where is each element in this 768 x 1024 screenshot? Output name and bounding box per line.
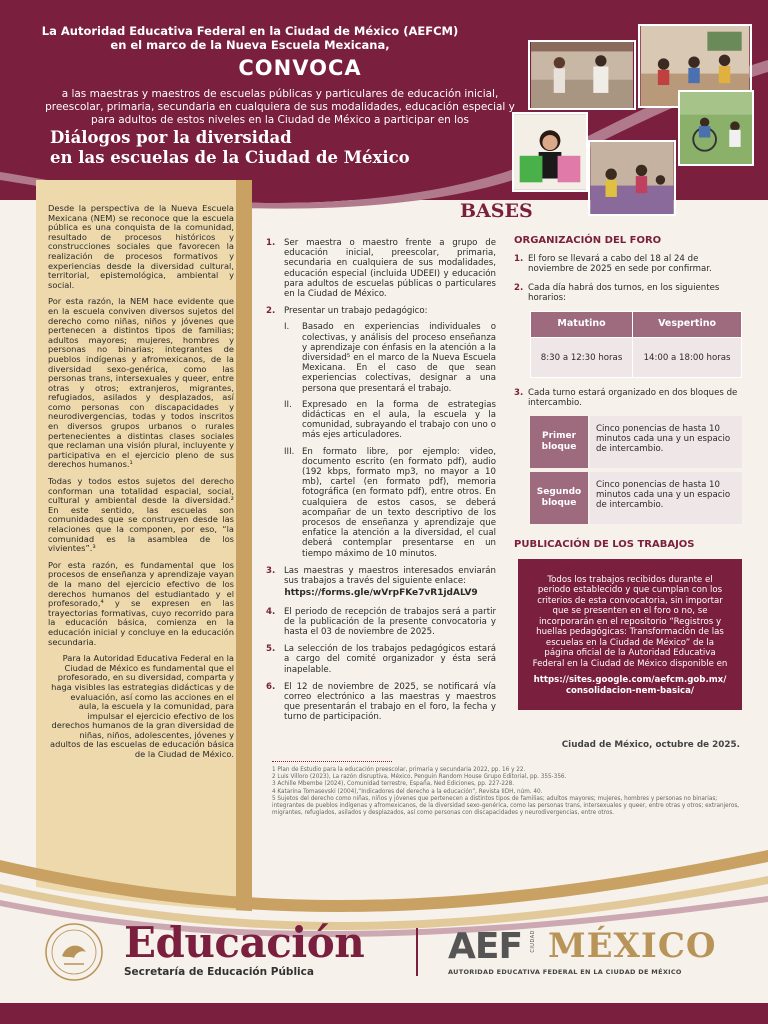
publication-text: Todos los trabajos recibidos durante el periodo establecido y que cumplan con los criterios de esta convocatoria, sin importar que se presenten en el foro o no, se incorporarán en el repositorio “Registros y huellas pedagógicas: Transformación de las escuelas en la Ciudad de México” de la página oficial de la Autoridad Educativa Federal en la Ciudad de México disponible en: [532, 574, 728, 669]
base-text: El periodo de recepción de trabajos será a partir de la publicación de la presente convocatoria y hasta el 03 de noviembre de 2025.: [284, 606, 496, 637]
aef-logo-subtitle: AUTORIDAD EDUCATIVA FEDERAL EN LA CIUDAD DE MÉXICO: [448, 968, 682, 976]
footer-band: [0, 1003, 768, 1024]
base-number: 2.: [266, 306, 276, 317]
sub-item-2: [284, 400, 496, 441]
photo-wheelchair-sports: [678, 90, 754, 166]
intro-paragraph-1: Desde la perspectiva de la Nueva Escuela Mexicana (NEM) se reconoce que la escuela pública es una conquista de la comunidad, resultado de procesos históricos y construcciones sociales que favorecen la realización de procesos formativos y experiencias desde la diversidad cultural, territorial, epistemológica, ambiental y social.: [48, 203, 234, 290]
intro-paragraph-3: Todas y todos estos sujetos del derecho conforman una totalidad espacial, social, cultural y ambiental desde la diversidad.² En este sentido, las escuelas son comunidades que se construyen desde las relaciones que la componen, por eso, “la comunidad es la asamblea de los vivientes”.³: [48, 476, 234, 554]
intro-paragraph-5: Para la Autoridad Educativa Federal en la Ciudad de México es fundamental que el profesorado, en su diversidad, comparta y haga visibles las estrategias didácticas y de evaluación, así como las acciones en el aula, la escuela y la comunidad, para impulsar el ejercicio efectivo de los derechos humanos de la gran diversidad de niñas, niños, adolescentes, jóvenes y adultos de las escuelas de educación básica de la Ciudad de México.: [49, 653, 234, 760]
convoca-heading: CONVOCA: [238, 56, 362, 80]
forum-text: El foro se llevará a cabo del 18 al 24 de noviembre de 2025 en sede por confirmar.: [528, 254, 712, 275]
sub-text: En formato libre, por ejemplo: video, documento escrito (en formato pdf), audio (192 kbps, formato mp3, no mayor a 10 mb), cartel (en formato pdf), memoria fotográfica (en formato pdf), entre otros. En cualquiera de estos casos, se deberá acompañar de un texto descriptivo de los procesos de enseñanza y aprendizaje que enfatice la atención a la diversidad, el cual deberá contemplar presentarse en un tiempo máximo de 10 minutos.: [302, 446, 496, 559]
block-description: Cinco ponencias de hasta 10 minutos cada una y un espacio de intercambio.: [590, 416, 742, 468]
footnote-2: 2 Luis Villoro (2023), La razón disruptiva, México, Penguin Random House Grupo Editorial, pp. 355-356.: [272, 774, 567, 781]
block-label: Primer bloque: [530, 416, 588, 468]
forum-item-1: [514, 254, 742, 274]
base-number: 5.: [266, 644, 276, 655]
block-label: Segundo bloque: [530, 472, 588, 524]
header-line-1: La Autoridad Educativa Federal en la Ciudad de México (AEFCM): [41, 24, 459, 38]
sep-logo-subtitle: Secretaría de Educación Pública: [124, 966, 314, 978]
base-item-1: [266, 238, 496, 299]
intro-paragraph-2: Por esta razón, la NEM hace evidente que en la escuela conviven diversos sujetos del derecho como niñas, niños y jóvenes que pertenecen a distintos tipos de familias; adultos mayores; mujeres, hombres y personas no binarias; integrantes de pueblos indígenas y afromexicanos, de la diversidad sexo-genérica, como las personas trans, intersexuales y queer, entre otras y otros; extranjeros, migrantes, refugiados, asilados y desplazados, así como personas con discapacidades y neurodivergencias, todas y todos inscritos en diversos grupos urbanos o rurales pertenecientes a distintas clases sociales que reclaman una visión plural, incluyente y participativa en el ejercicio pleno de sus derechos humanos.¹: [48, 296, 234, 470]
sub-item-3: [284, 447, 496, 559]
forum-item-2: [514, 283, 742, 303]
sub-item-1: [284, 322, 496, 393]
left-column-stripe: [236, 180, 252, 920]
schedule-header-row: [531, 312, 742, 338]
introduction-text: [48, 204, 234, 767]
publication-box: [518, 559, 742, 711]
base-item-5: [266, 644, 496, 675]
event-title-line-2: en las escuelas de la Ciudad de México: [50, 148, 410, 167]
forum-number: 3.: [514, 388, 524, 399]
schedule-row: [531, 338, 742, 378]
footnote-5: 5 Sujetos del derecho como niñas, niños y jóvenes que pertenecen a distintos tipos de familias; adultos mayores; mujeres, hombres y personas no binarias; integrantes de pueblos indígenas y afromexicanos, de la diversidad sexo-genérica, como las personas trans, intersexuales y queer, entre otras y otros; extranjeros, migrantes, refugiados, asilados y desplazados, así como personas con discapacidades y neurodivergencias, entre otros.: [272, 795, 740, 817]
base-text: La selección de los trabajos pedagógicos estará a cargo del comité organizador y ésta será inapelable.: [284, 644, 496, 675]
forum-item-3: [514, 388, 742, 408]
base-text: Las maestras y maestros interesados enviarán sus trabajos a través del siguiente enlace:: [284, 565, 496, 587]
bases-heading: BASES: [460, 200, 533, 222]
base-item-2: [266, 306, 496, 559]
base-text: Presentar un trabajo pedagógico:: [284, 306, 428, 317]
photo-teacher: [512, 112, 588, 192]
aef-logo-text: AEF: [448, 926, 523, 967]
header-line-2: en el marco de la Nueva Escuela Mexicana,: [110, 38, 390, 52]
base-text: El 12 de noviembre de 2025, se notificará vía correo electrónico a las maestras y maestros que presentarán el trabajo en el foro, la fecha y turno de participación.: [284, 681, 496, 723]
footnote-divider: [272, 761, 392, 762]
schedule-header-afternoon: Vespertino: [633, 312, 742, 338]
photo-children-playing: [588, 140, 676, 216]
sub-number: III.: [284, 446, 295, 457]
base-number: 1.: [266, 238, 276, 248]
mexico-seal-icon: [36, 922, 112, 982]
block-description: Cinco ponencias de hasta 10 minutos cada una y un espacio de intercambio.: [590, 472, 742, 524]
footnote-3: 3 Achille Mbembe (2024), Comunidad terrestre, España, Ned Ediciones, pp. 227-228.: [272, 781, 515, 788]
ciudad-logo-text: CIUDAD: [530, 930, 536, 953]
sub-text: Expresado en la forma de estrategias didácticas en el aula, la escuela y la comunidad, subrayando el trabajo con uno o más ejes articuladores.: [302, 399, 496, 441]
header-intro: a las maestras y maestros de escuelas públicas y particulares de educación inicial, preescolar, primaria, secundaria en cualquiera de sus modalidades, educación especial y para adultos de estos niveles en la Ciudad de México a participar en los: [45, 88, 515, 126]
block-row-2: [530, 472, 742, 524]
block-row-1: [530, 416, 742, 468]
forum-number: 2.: [514, 282, 524, 293]
schedule-header-morning: Matutino: [531, 312, 633, 338]
forum-text: Cada turno estará organizado en dos bloques de intercambio.: [528, 388, 738, 409]
base-item-6: [266, 682, 496, 723]
mexico-logo-text: MÉXICO: [548, 926, 717, 966]
base-number: 6.: [266, 681, 276, 692]
publication-heading: PUBLICACIÓN DE LOS TRABAJOS: [514, 539, 695, 551]
base-number: 3.: [266, 565, 276, 576]
submission-form-link[interactable]: https://forms.gle/wVrpFKe7vR1jdALV9: [284, 588, 478, 599]
footnote-4: 4 Katarina Tomasevski (2004),“Indicadores del derecho a la educación”, Revista IIDH, núm. 40.: [272, 788, 543, 795]
base-text: Ser maestra o maestro frente a grupo de educación inicial, preescolar, primaria, secundaria en cualquiera de sus modalidades, educación especial (incluida UDEEI) y educación para adultos de escuelas públicas o particulares en la Ciudad de México.: [284, 238, 496, 300]
bases-list: [266, 238, 496, 730]
sub-number: I.: [284, 322, 290, 333]
event-title: [50, 128, 470, 168]
intro-paragraph-4: Por esta razón, es fundamental que los procesos de enseñanza y aprendizaje vayan de la mano del ejercicio efectivo de los derechos humanos del estudiantado y el profesorado,⁴ y se expresen en las trayectorias formativas, cuyo recorrido para la educación básica, comienza en la educación inicial y concluye en la educación secundaria.: [48, 559, 234, 647]
schedule-morning-time: 8:30 a 12:30 horas: [531, 338, 633, 378]
photo-dancers: [528, 40, 636, 110]
base-item-3: [266, 566, 496, 586]
base-number: 4.: [266, 606, 276, 617]
sub-number: II.: [284, 399, 292, 410]
city-date: Ciudad de México, octubre de 2025.: [561, 740, 740, 750]
blocks-table: [530, 416, 742, 524]
base-text-group: [284, 306, 496, 559]
sub-text: Basado en experiencias individuales o colectivas, y análisis del proceso enseñanza y aprendizaje con énfasis en la atención a la diversidad⁵ en el marco de la Nueva Escuela Mexicana. En el caso de que sean experiencias colectivas, designar a una persona que presentará el trabajo.: [302, 322, 496, 394]
logo-divider: [416, 928, 418, 976]
footnote-1: 1 Plan de Estudio para la educación preescolar, primaria y secundaria 2022, pp. 16 y 22.: [272, 767, 526, 773]
repository-link[interactable]: https://sites.google.com/aefcm.gob.mx/ consolidacion-nem-basica/: [533, 675, 727, 696]
schedule-table: [530, 311, 742, 378]
schedule-afternoon-time: 14:00 a 18:00 horas: [633, 338, 742, 378]
event-title-line-1: Diálogos por la diversidad: [50, 128, 292, 147]
forum-text: Cada día habrá dos turnos, en los siguientes horarios:: [528, 282, 720, 303]
forum-number: 1.: [514, 254, 524, 265]
forum-column: [514, 236, 742, 710]
footnotes: [272, 767, 742, 817]
forum-heading: ORGANIZACIÓN DEL FORO: [514, 235, 662, 246]
base-item-4: [266, 607, 496, 638]
educacion-logo-text: Educación: [124, 918, 365, 967]
